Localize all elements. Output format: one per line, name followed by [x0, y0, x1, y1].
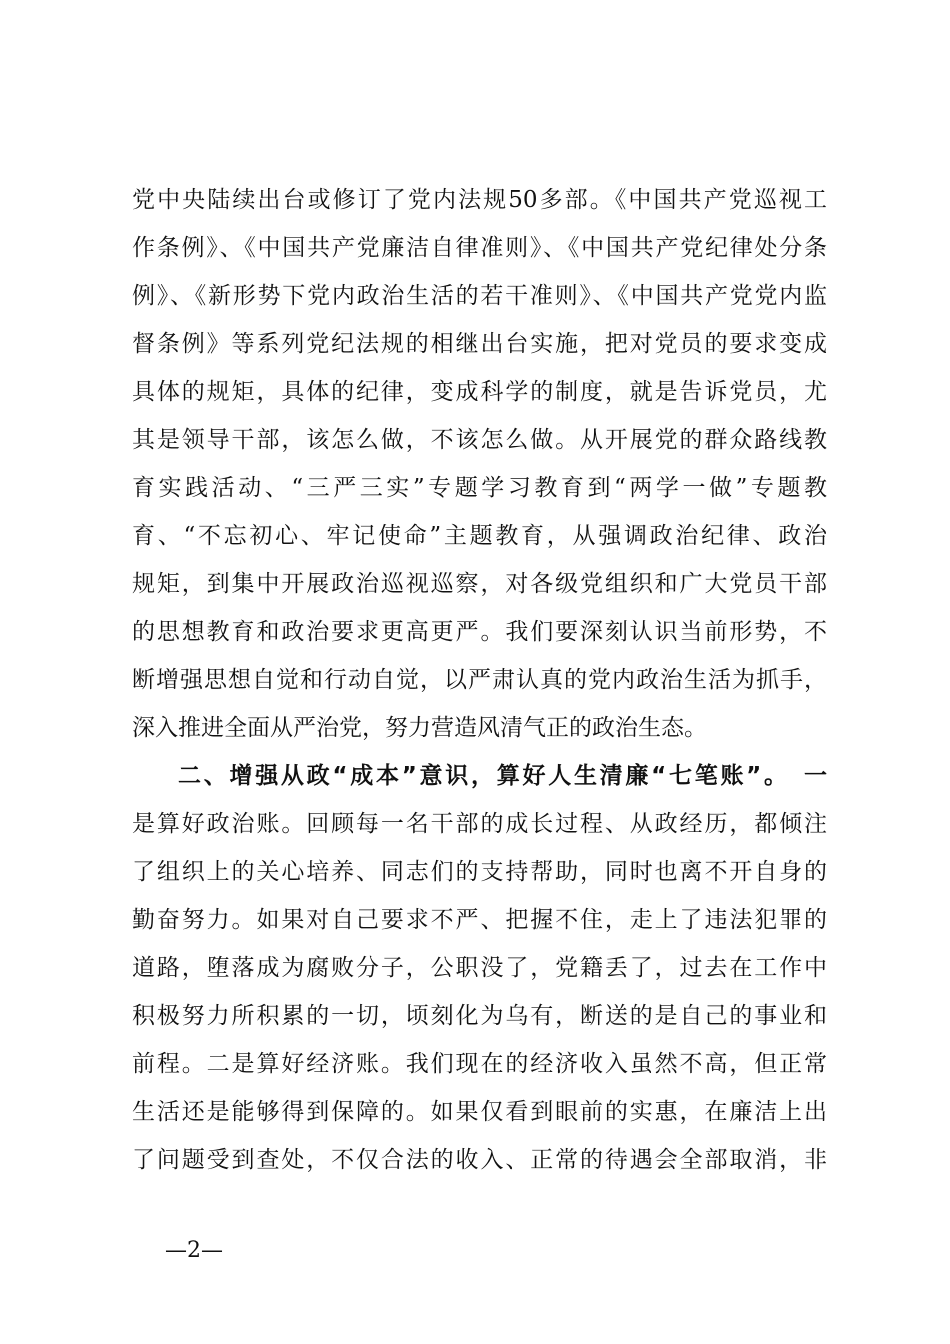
paragraph-line: 例》、《新形势下党内政治生活的若干准则》、《中国共产党党内监	[132, 283, 827, 309]
paragraph-line: 是算好政治账。回顾每一名干部的成长过程、从政经历，都倾注	[132, 811, 827, 837]
section-heading: 二、增强从政“成本”意识，算好人生清廉“七笔账”。 一	[178, 763, 827, 789]
paragraph-line: 督条例》等系列党纪法规的相继出台实施，把对党员的要求变成	[132, 331, 827, 357]
paragraph-line: 深入推进全面从严治党，努力营造风清气正的政治生态。	[132, 715, 707, 741]
paragraph-line: 其是领导干部，该怎么做，不该怎么做。从开展党的群众路线教	[132, 427, 827, 453]
paragraph-line: 了问题受到查处，不仅合法的收入、正常的待遇会全部取消，非	[132, 1147, 827, 1173]
paragraph-line: 具体的规矩，具体的纪律，变成科学的制度，就是告诉党员，尤	[132, 379, 827, 405]
paragraph-line: 了组织上的关心培养、同志们的支持帮助，同时也离不开自身的	[132, 859, 827, 885]
paragraph-line: 作条例》、《中国共产党廉洁自律准则》、《中国共产党纪律处分条	[132, 235, 827, 261]
paragraph-line: 育、“不忘初心、牢记使命”主题教育，从强调政治纪律、政治	[132, 523, 827, 549]
paragraph-line: 育实践活动、“三严三实”专题学习教育到“两学一做”专题教	[132, 475, 827, 501]
paragraph-line: 党中央陆续出台或修订了党内法规50多部。《中国共产党巡视工	[132, 187, 827, 213]
paragraph-line: 断增强思想自觉和行动自觉，以严肃认真的党内政治生活为抓手，	[132, 667, 827, 693]
paragraph-line: 积极努力所积累的一切，顷刻化为乌有，断送的是自己的事业和	[132, 1003, 827, 1029]
paragraph-line: 勤奋努力。如果对自己要求不严、把握不住，走上了违法犯罪的	[132, 907, 827, 933]
paragraph-line: 的思想教育和政治要求更高更严。我们要深刻认识当前形势，不	[132, 619, 827, 645]
paragraph-line: 生活还是能够得到保障的。如果仅看到眼前的实惠，在廉洁上出	[132, 1099, 827, 1125]
page-number: —2—	[165, 1238, 223, 1263]
paragraph-line: 道路，堕落成为腐败分子，公职没了，党籍丢了，过去在工作中	[132, 955, 827, 981]
paragraph-line: 前程。二是算好经济账。我们现在的经济收入虽然不高，但正常	[132, 1051, 827, 1077]
paragraph-line: 规矩，到集中开展政治巡视巡察，对各级党组织和广大党员干部	[132, 571, 827, 597]
